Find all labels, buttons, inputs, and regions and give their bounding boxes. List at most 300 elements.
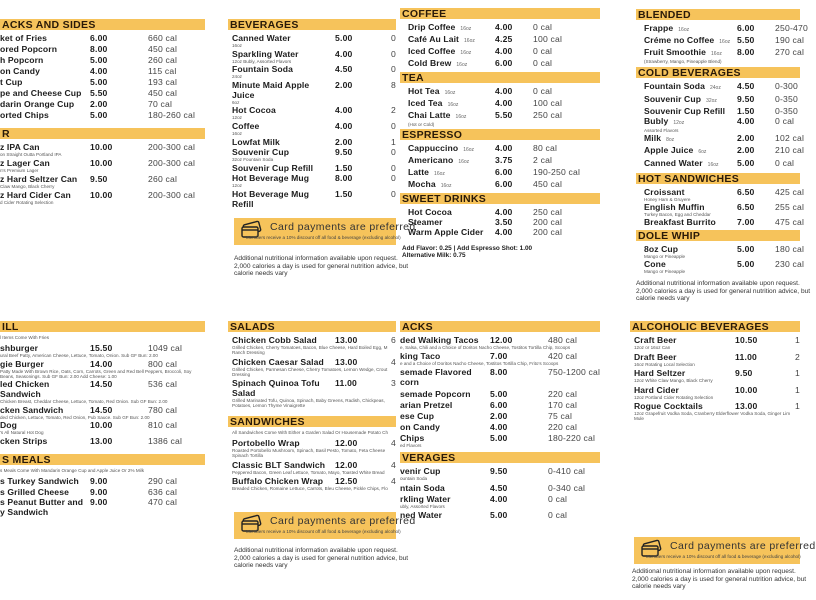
item-name	[408, 207, 491, 217]
item-name-text: on Candy	[400, 422, 440, 433]
item-name	[0, 110, 86, 120]
item-name-text: ored Popcorn	[0, 44, 58, 54]
item-size: 16oz	[458, 159, 470, 165]
item-price: 4.00	[335, 48, 353, 59]
section-header: ILL	[0, 321, 205, 332]
menu-item	[400, 58, 600, 70]
item-price: 9.50	[335, 147, 353, 158]
item-description: 12oz Bubly, Assorted Flavors	[232, 58, 292, 64]
item-name-text: venir Cup	[400, 466, 441, 477]
item-name-text: ket of Fries	[0, 33, 48, 43]
item-description: 32oz Fountain Soda	[232, 157, 274, 163]
section-header: COFFEE	[400, 8, 600, 19]
item-price: 12.00	[335, 438, 358, 448]
item-price: 4.00	[495, 207, 513, 217]
item-price: 2.00	[90, 99, 108, 109]
item-name-text: Latte	[408, 167, 430, 177]
menu-item	[0, 379, 205, 404]
menu-item	[228, 378, 396, 408]
menu-item	[0, 77, 205, 87]
item-price: 13.00	[335, 335, 358, 345]
item-calories: 230 cal	[775, 259, 805, 270]
item-description: Grilled Chicken, Cherry Tomatoes, Bacon, Blue Cheese, Hard Boiled Egg, M Ranch Dressing	[232, 345, 388, 355]
item-name	[232, 33, 331, 43]
item-price: 4.00	[335, 105, 353, 116]
menu-item	[636, 35, 805, 47]
menu-panel-top-left	[0, 19, 205, 207]
item-price: 9.50	[90, 174, 108, 184]
item-calories: 0 cal	[548, 493, 568, 504]
footer-line: 2,000 calories a day is used for general nutrition advice, but	[636, 287, 811, 295]
item-description: 16oz	[232, 130, 242, 136]
menu-item	[0, 99, 205, 109]
menu-item	[228, 438, 396, 458]
item-price: 10.00	[735, 384, 758, 395]
item-description: 12oz Grapefruit Vodka Soda, Cranberry Elderflower Vodka Soda, Ginger Lim Mule	[634, 411, 791, 422]
item-description: ded Chicken, Lettuce, Tomato, Red Onion, Pub Sauce. Sub GF Bun: 2.00	[0, 414, 150, 420]
item-price: 6.00	[490, 399, 508, 410]
item-name	[644, 202, 733, 212]
add-on-note: Alternative Milk: 0.75	[402, 252, 466, 259]
item-price: 4.00	[490, 493, 508, 504]
footer-line: calorie needs vary	[234, 562, 288, 570]
item-name-text: shburger	[0, 343, 39, 353]
item-calories: 0 cal	[548, 509, 568, 520]
item-name	[0, 158, 86, 168]
menu-item	[228, 49, 396, 64]
item-price: 9.50	[737, 93, 755, 104]
item-name-text: ded Walking Tacos	[400, 335, 479, 345]
item-price: 4.25	[495, 34, 513, 44]
item-name-text: Bubly	[644, 115, 669, 126]
item-name	[232, 476, 331, 486]
item-calories: 4	[391, 438, 396, 448]
menu-item	[636, 259, 805, 275]
item-name-text: Minute Maid Apple Juice	[232, 79, 310, 100]
item-calories: 70 cal	[148, 99, 173, 109]
item-name-text: Cone	[644, 259, 666, 270]
item-name-text: Hot Cocoa	[408, 207, 452, 217]
item-name-text: on Candy	[0, 66, 40, 76]
item-name-text: arian Pretzel	[400, 399, 453, 410]
item-calories: 2 cal	[533, 155, 553, 165]
item-name	[0, 487, 86, 497]
item-name	[0, 190, 86, 200]
menu-item	[0, 142, 205, 157]
item-price: 10.00	[90, 142, 113, 152]
nutrition-footer	[234, 255, 409, 278]
item-name	[232, 357, 331, 367]
item-price: 4.00	[335, 120, 353, 131]
item-price: 4.00	[495, 46, 513, 56]
menu-item	[228, 173, 396, 188]
item-price: 4.50	[737, 81, 755, 92]
item-calories: 450 cal	[148, 88, 178, 98]
item-description: ed Flavors	[400, 443, 422, 449]
item-size: 16oz	[455, 114, 467, 120]
item-price: 1.50	[335, 188, 353, 199]
item-description: 12oz	[232, 115, 242, 121]
item-price: 9.50	[490, 466, 508, 477]
item-price: 5.00	[490, 509, 508, 520]
item-name-text: Warm Apple Cider	[408, 227, 484, 237]
menu-item	[228, 80, 396, 105]
item-description: ural Beef Patty, American Cheese, Lettuce, Tomato, Onion. Sub GF Bun: 2.00	[0, 353, 158, 358]
item-name-text: t Cup	[0, 77, 23, 87]
menu-item	[0, 420, 205, 435]
item-description: (Strawberry, Mango, Pineapple Blend)	[644, 59, 722, 65]
item-name-text: Classic BLT Sandwich	[232, 459, 326, 470]
item-calories: 260 cal	[148, 55, 178, 65]
menu-item	[630, 352, 800, 367]
item-price: 13.00	[735, 401, 758, 412]
item-price: 12.00	[490, 335, 513, 345]
item-description: Roasted Portobello Mushroom, Spinach, Basil Pesto, Tomato, Feta Cheese Spinach Tortilla	[232, 448, 386, 458]
item-name	[0, 174, 86, 184]
menu-item	[636, 158, 800, 170]
item-name	[408, 217, 491, 227]
item-calories: 8	[391, 79, 396, 90]
item-calories: 0 cal	[533, 22, 553, 32]
item-name	[644, 94, 733, 106]
menu-item	[0, 110, 205, 120]
item-calories: 0 cal	[533, 58, 553, 68]
item-name-text: z Lager Can	[0, 158, 50, 168]
item-name	[400, 466, 486, 476]
item-price: 7.00	[490, 351, 508, 362]
item-price: 1.50	[737, 105, 755, 116]
item-name-text: English Muffin	[644, 201, 705, 212]
footer-line: 2,000 calories a day is used for general nutrition advice, but	[234, 554, 409, 562]
item-price: 14.50	[90, 379, 113, 390]
menu-panel-top-center-left	[228, 19, 396, 211]
card-payment-banner	[634, 537, 816, 564]
item-price: 6.00	[90, 33, 108, 43]
item-calories: 480 cal	[548, 335, 578, 345]
item-description: 24oz	[232, 74, 242, 80]
menu-item	[400, 155, 600, 167]
item-description: 's All Natural Hot Dog	[0, 430, 44, 436]
item-calories: 0	[391, 48, 396, 59]
item-calories: 450 cal	[533, 179, 563, 189]
item-calories: 6	[391, 335, 396, 345]
menu-item	[636, 94, 800, 106]
item-name	[0, 77, 86, 87]
section-header: BEVERAGES	[228, 19, 396, 30]
item-name-text: Rogue Cocktails	[634, 401, 703, 412]
section-header: ACKS AND SIDES	[0, 19, 205, 30]
item-description: Mango or Pineapple	[644, 253, 686, 259]
item-size: 24oz	[709, 85, 721, 92]
menu-item	[228, 357, 396, 377]
item-name-text: Canned Water	[644, 157, 703, 168]
menu-item	[228, 335, 396, 355]
item-name	[0, 55, 86, 65]
item-calories: 75 cal	[548, 410, 573, 421]
item-name	[408, 86, 491, 98]
item-name-text: Croissant	[644, 186, 685, 197]
menu-item	[636, 216, 805, 227]
menu-item	[400, 143, 600, 155]
menu-item	[636, 243, 805, 259]
item-name-text: Souvenir Cup	[644, 93, 702, 104]
item-calories: 636 cal	[148, 486, 178, 497]
item-calories: 200 cal	[533, 217, 563, 227]
item-name	[232, 438, 331, 448]
item-calories: 0	[391, 162, 396, 173]
item-name	[644, 259, 733, 269]
item-price: 5.00	[490, 388, 508, 399]
item-price: 4.00	[495, 98, 513, 108]
item-name	[0, 142, 86, 152]
item-name-text: Hot Tea	[408, 86, 440, 96]
item-price: 8.00	[490, 367, 508, 378]
card-payment-banner	[234, 218, 416, 245]
item-name	[408, 110, 491, 122]
item-calories: 1386 cal	[148, 435, 183, 446]
item-name-text: Fountain Soda	[644, 81, 705, 92]
item-name-text: ntain Soda	[400, 482, 445, 493]
item-name	[0, 497, 86, 517]
section-header: DOLE WHIP	[636, 230, 800, 241]
item-name-text: Hot Beverage Mug	[232, 173, 310, 184]
item-price: 6.50	[737, 186, 755, 197]
item-description: Mango or Pineapple	[644, 269, 686, 275]
item-name-text: Coffee	[232, 120, 260, 131]
item-name-text: Hard Seltzer	[634, 368, 686, 379]
menu-item	[636, 81, 800, 93]
item-size: 16oz	[463, 147, 475, 153]
item-name	[0, 405, 86, 415]
menu-item	[400, 167, 600, 179]
menu-item	[228, 121, 396, 136]
item-price: 1.50	[335, 162, 353, 173]
item-calories: 425 cal	[775, 186, 805, 197]
item-calories: 115 cal	[148, 66, 177, 76]
menu-item	[636, 116, 800, 133]
section-header: VERAGES	[400, 452, 600, 463]
menu-item	[0, 44, 205, 54]
item-name-text: Souvenir Cup Refill	[232, 162, 314, 173]
item-price: 8.00	[737, 47, 755, 58]
add-on-note: Add Flavor: 0.25 | Add Espresso Shot: 1.00	[402, 245, 533, 252]
footer-line: Additional nutritional information available upon request.	[234, 255, 398, 262]
item-name-text: Portobello Wrap	[232, 438, 300, 448]
item-name	[644, 47, 733, 59]
item-calories: 420 cal	[548, 351, 578, 362]
menu-item	[0, 497, 205, 517]
item-price: 8.00	[335, 173, 353, 184]
section-header: ALCOHOLIC BEVERAGES	[630, 321, 800, 332]
menu-item	[630, 385, 800, 400]
menu-item	[0, 66, 205, 76]
section-header: BLENDED	[636, 9, 800, 20]
item-name	[408, 34, 491, 46]
menu-item	[400, 510, 600, 520]
item-price: 5.50	[90, 88, 108, 98]
item-name-text: Buffalo Chicken Wrap	[232, 476, 324, 486]
item-description: Breaded Chicken, Romaine Lettuce, Carrots, Bleu Cheese, Pickle Chips, Flo	[232, 486, 388, 491]
menu-item	[636, 23, 808, 35]
menu-item	[0, 88, 205, 98]
item-calories: 0-350	[775, 93, 798, 104]
item-calories: 170 cal	[548, 399, 578, 410]
item-calories: 0-300	[775, 81, 798, 92]
item-name-text: Sparkling Water	[232, 48, 299, 59]
menu-item	[228, 64, 396, 79]
menu-item	[400, 86, 600, 98]
section-header: SANDWICHES	[228, 416, 396, 427]
menu-item	[0, 190, 205, 205]
item-size: 16oz	[460, 26, 472, 32]
item-size: 16oz	[440, 183, 452, 189]
item-name-text: Mocha	[408, 179, 436, 189]
item-price: 2.00	[335, 136, 353, 147]
item-calories: 200-300 cal	[148, 158, 196, 168]
item-name	[0, 343, 86, 353]
section-header: SALADS	[228, 321, 396, 332]
item-calories: 810 cal	[148, 420, 178, 431]
item-price: 11.00	[335, 378, 358, 388]
item-name-text: gie Burger	[0, 358, 44, 369]
item-name	[400, 400, 486, 410]
item-name-text: Iced Tea	[408, 98, 443, 108]
menu-panel-bottom-center-right	[400, 321, 600, 522]
menu-item	[400, 466, 600, 481]
item-calories: 2	[795, 351, 800, 362]
item-name	[400, 389, 486, 399]
item-price: 5.00	[90, 77, 108, 87]
item-calories: 0 cal	[533, 46, 553, 56]
item-price: 6.00	[737, 23, 755, 33]
item-size: 16oz	[444, 90, 456, 96]
item-calories: 450 cal	[148, 44, 178, 54]
item-name	[400, 367, 486, 387]
menu-item	[400, 335, 600, 350]
item-name	[232, 105, 331, 115]
item-calories: 1	[795, 335, 800, 345]
item-name	[634, 352, 731, 362]
item-price: 2.00	[737, 145, 755, 156]
item-price: 4.00	[495, 22, 513, 32]
item-calories: 0 cal	[775, 115, 795, 126]
item-calories: 0	[391, 147, 396, 158]
item-name-text: Lowfat Milk	[232, 136, 280, 147]
item-name-text: led Chicken Sandwich	[0, 379, 50, 400]
item-description: Claw Mango, Black Cherry	[0, 184, 55, 189]
item-calories: 660 cal	[148, 33, 178, 43]
item-price: 5.00	[90, 55, 108, 65]
menu-item	[400, 34, 600, 46]
item-calories: 0	[391, 173, 396, 184]
item-name-text: Draft Beer	[634, 351, 677, 362]
item-name-text: ese Cup	[400, 410, 435, 421]
item-name	[634, 401, 731, 411]
item-calories: 2	[391, 105, 396, 116]
item-name	[0, 88, 86, 98]
item-name-text: Spinach Quinoa Tofu Salad	[232, 378, 320, 398]
item-name	[644, 158, 733, 170]
item-price: 9.00	[90, 475, 108, 486]
item-name	[408, 227, 491, 237]
item-name-text: Dog	[0, 420, 18, 431]
item-name	[400, 351, 486, 361]
item-calories: 80 cal	[533, 143, 558, 153]
item-calories: 210 cal	[775, 145, 805, 156]
footer-line: 2,000 calories a day is used for general nutrition advice, but	[632, 575, 807, 583]
item-calories: 0	[391, 188, 396, 199]
item-calories: 750-1200 cal	[548, 367, 601, 378]
item-description: Assorted Flavors	[644, 127, 679, 133]
item-name	[0, 66, 86, 76]
item-calories: 0-410 cal	[548, 466, 586, 477]
item-name	[400, 422, 486, 432]
footer-line: 2,000 calories a day is used for general nutrition advice, but	[234, 262, 409, 270]
item-price: 9.00	[90, 486, 108, 497]
item-name	[0, 420, 86, 430]
item-price: 6.00	[495, 179, 513, 189]
item-calories: 0 cal	[775, 157, 795, 168]
item-description: Grilled Chicken, Parmesan Cheese, Cherry Tomatoes, Lemon Wedge, Crout Dressing	[232, 366, 388, 377]
item-name	[232, 121, 331, 131]
footer-line: Additional nutritional information available upon request.	[632, 568, 796, 575]
item-description: 6oz	[232, 99, 240, 105]
item-name-text: Fruit Smoothie	[644, 47, 707, 58]
menu-item	[400, 400, 600, 410]
item-price: 4.50	[335, 64, 353, 75]
item-name-text: semade Popcorn	[400, 388, 471, 399]
menu-item	[228, 147, 396, 162]
item-name-text: Chicken Cobb Salad	[232, 335, 317, 345]
item-description: (Hot or Cold)	[408, 122, 435, 127]
item-description: 12oz	[232, 183, 242, 189]
section-header: S MEALS	[0, 454, 205, 465]
item-name	[644, 244, 733, 254]
item-name	[408, 167, 491, 179]
item-size: 12oz	[673, 119, 685, 126]
item-calories: 3	[391, 378, 396, 388]
menu-item	[228, 460, 396, 475]
item-price: 12.00	[335, 459, 358, 470]
menu-item	[636, 106, 800, 116]
item-calories: 536 cal	[148, 379, 178, 390]
item-name-text: Fountain Soda	[232, 64, 293, 75]
item-name	[400, 411, 486, 421]
item-name	[408, 143, 491, 155]
item-name-text: Frappe	[644, 23, 674, 33]
item-name	[0, 359, 86, 369]
item-size: 16oz	[707, 161, 719, 168]
item-price: 13.00	[335, 356, 358, 367]
item-price: 5.00	[737, 157, 755, 168]
item-price: 4.50	[490, 482, 508, 493]
menu-item	[0, 343, 205, 358]
item-name	[232, 49, 331, 59]
item-size: 16oz	[460, 50, 472, 56]
menu-item	[400, 98, 600, 110]
menu-item	[228, 476, 396, 491]
item-name-text: Café Au Lait	[408, 34, 460, 44]
item-price: 2.00	[335, 79, 353, 90]
item-name	[232, 80, 331, 100]
item-price: 8.00	[90, 44, 108, 54]
item-name	[400, 335, 486, 345]
menu-item	[0, 487, 205, 497]
item-calories: 0	[391, 33, 396, 43]
item-calories: 102 cal	[775, 133, 805, 144]
card-payment-title: Card payments are preferred	[670, 540, 816, 552]
item-price: 4.00	[490, 422, 508, 433]
